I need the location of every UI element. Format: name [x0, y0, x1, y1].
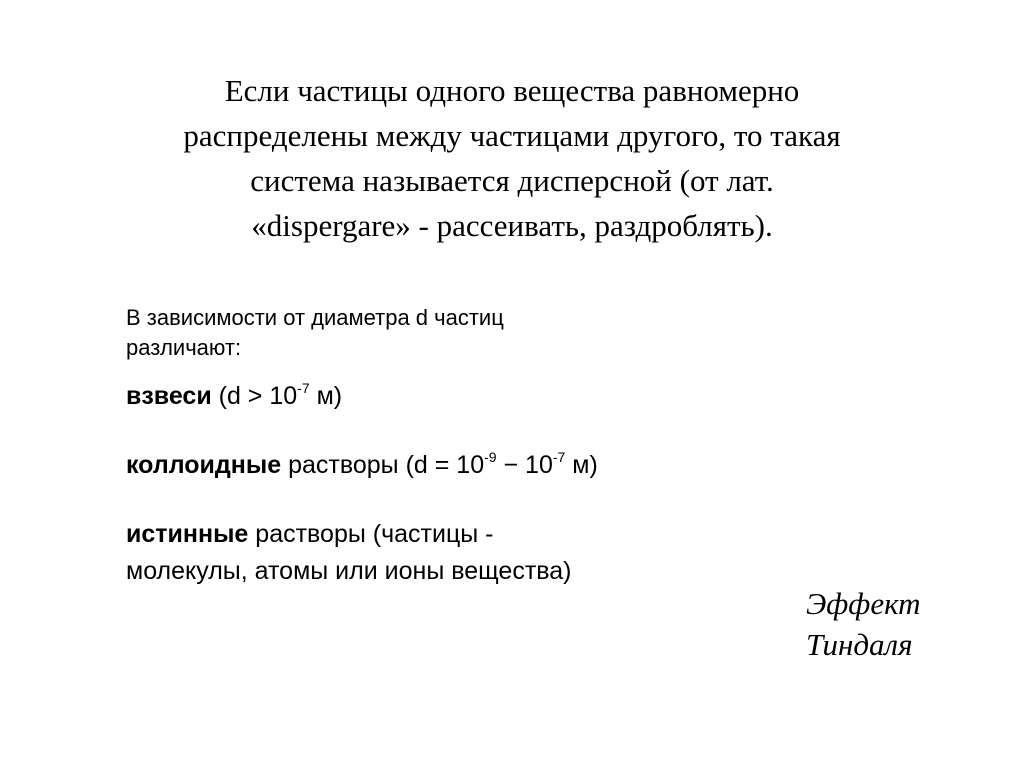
exponent: -9 [484, 449, 497, 465]
term-suspensions: взвеси [126, 382, 212, 410]
item-text: растворы (d = 10 [281, 451, 485, 479]
term-colloids: коллоидные [126, 451, 282, 479]
item-text: (d > 10 [211, 382, 298, 410]
intro-line: распределены между частицами другого, то такая [183, 118, 841, 153]
classification-lead [126, 303, 504, 363]
term-true-solutions: истинные [126, 520, 249, 548]
caption-line: Тиндаля [806, 627, 913, 662]
item-line [126, 516, 572, 553]
lead-line: различают: [126, 335, 242, 360]
item-text: растворы (частицы - [248, 520, 494, 548]
intro-line: система называется дисперсной (от лат. [250, 163, 774, 198]
list-item-true-solutions [126, 516, 572, 590]
intro-paragraph [150, 68, 874, 248]
item-text: м) [565, 451, 598, 479]
intro-line: Если частицы одного вещества равномерно [224, 73, 800, 108]
intro-line: «dispergare» - рассеивать, раздроблять). [251, 208, 773, 243]
item-text: − 10 [496, 451, 553, 479]
tyndall-effect-caption [806, 583, 921, 665]
list-item-colloids [126, 447, 598, 484]
exponent: -7 [297, 380, 310, 396]
item-text: м) [309, 382, 343, 410]
lead-line: В зависимости от диаметра d частиц [126, 305, 504, 330]
list-item-suspensions [126, 378, 342, 415]
item-line: молекулы, атомы или ионы вещества) [126, 557, 572, 585]
caption-line: Эффект [806, 586, 921, 621]
exponent: -7 [552, 449, 566, 465]
